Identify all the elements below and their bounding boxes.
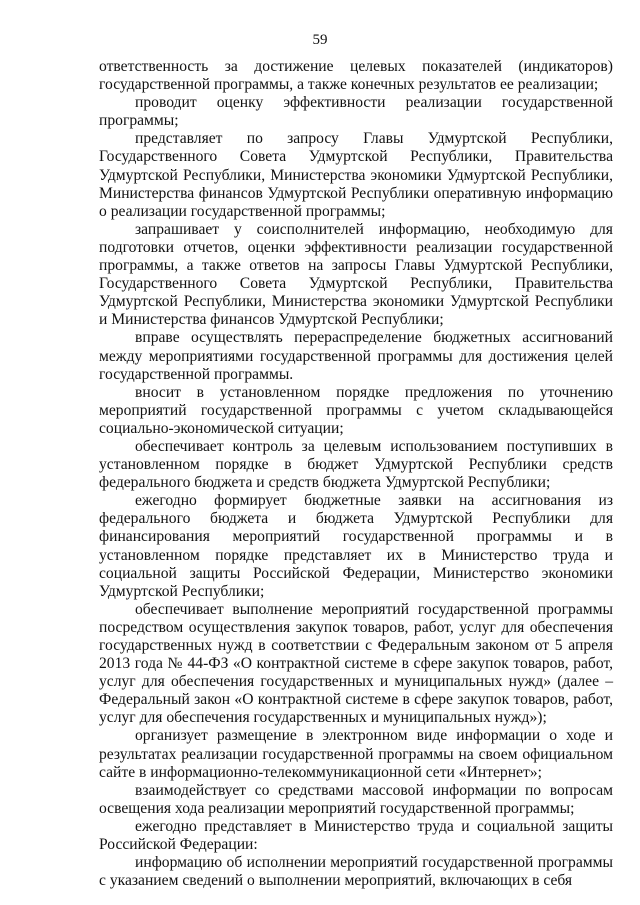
page-number: 59	[312, 32, 328, 48]
body-text	[99, 58, 613, 890]
paragraph: ответственность за достижение целевых показателей (индикаторов) государственной программы, а также конечных результатов ее реализации;	[99, 58, 613, 94]
paragraph: взаимодействует со средствами массовой информации по вопросам освещения хода реализации мероприятий государственной программы;	[99, 781, 613, 817]
paragraph: представляет по запросу Главы Удмуртской Республики, Государственного Совета Удмуртской Республики, Правительства Удмуртской Республики, Министерства экономики Удмуртской Республики, Министерства финансов Удмуртской Республики оперативную информацию о реализации государственной программы;	[99, 130, 613, 220]
paragraph: обеспечивает выполнение мероприятий государственной программы посредством осуществления закупок товаров, работ, услуг для обеспечения государственных нужд в соответствии с Федеральным законом от 5 апреля 2013 года № 44-ФЗ «О контрактной системе в сфере закупок товаров, работ, услуг для обеспечения государственных и муниципальных нужд» (далее – Федеральный закон «О контрактной системе в сфере закупок товаров, работ, услуг для обеспечения государственных и муниципальных нужд»);	[99, 600, 613, 727]
paragraph: организует размещение в электронном виде информации о ходе и результатах реализации государственной программы на своем официальном сайте в информационно-телекоммуникационной сети «Интернет»;	[99, 727, 613, 781]
paragraph: обеспечивает контроль за целевым использованием поступивших в установленном порядке в бюджет Удмуртской Республики средств федерального бюджета и средств бюджета Удмуртской Республики;	[99, 437, 613, 492]
paragraph: вносит в установленном порядке предложения по уточнению мероприятий государственной программы с учетом складывающейся социально-экономической ситуации;	[99, 383, 613, 437]
paragraph: запрашивает у соисполнителей информацию, необходимую для подготовки отчетов, оценки эффективности реализации государственной программы, а также ответов на запросы Главы Удмуртской Республики, Государственного Совета Удмуртской Республики, Правительства Удмуртской Республики, Министерства экономики Удмуртской Республики и Министерства финансов Удмуртской Республики;	[99, 220, 613, 329]
paragraph: информацию об исполнении мероприятий государственной программы с указанием сведений о выполнении мероприятий, включающих в себя	[99, 854, 613, 890]
paragraph: ежегодно формирует бюджетные заявки на ассигнования из федерального бюджета и бюджета Удмуртской Республики для финансирования мероприятий государственной программы и в установленном порядке представляет их в Министерство труда и социальной защиты Российской Федерации, Министерство экономики Удмуртской Республики;	[99, 492, 613, 600]
paragraph: проводит оценку эффективности реализации государственной программы;	[99, 94, 613, 130]
paragraph: вправе осуществлять перераспределение бюджетных ассигнований между мероприятиями государственной программы для достижения целей государственной программы.	[99, 329, 613, 383]
paragraph: ежегодно представляет в Министерство труда и социальной защиты Российской Федерации:	[99, 817, 613, 854]
